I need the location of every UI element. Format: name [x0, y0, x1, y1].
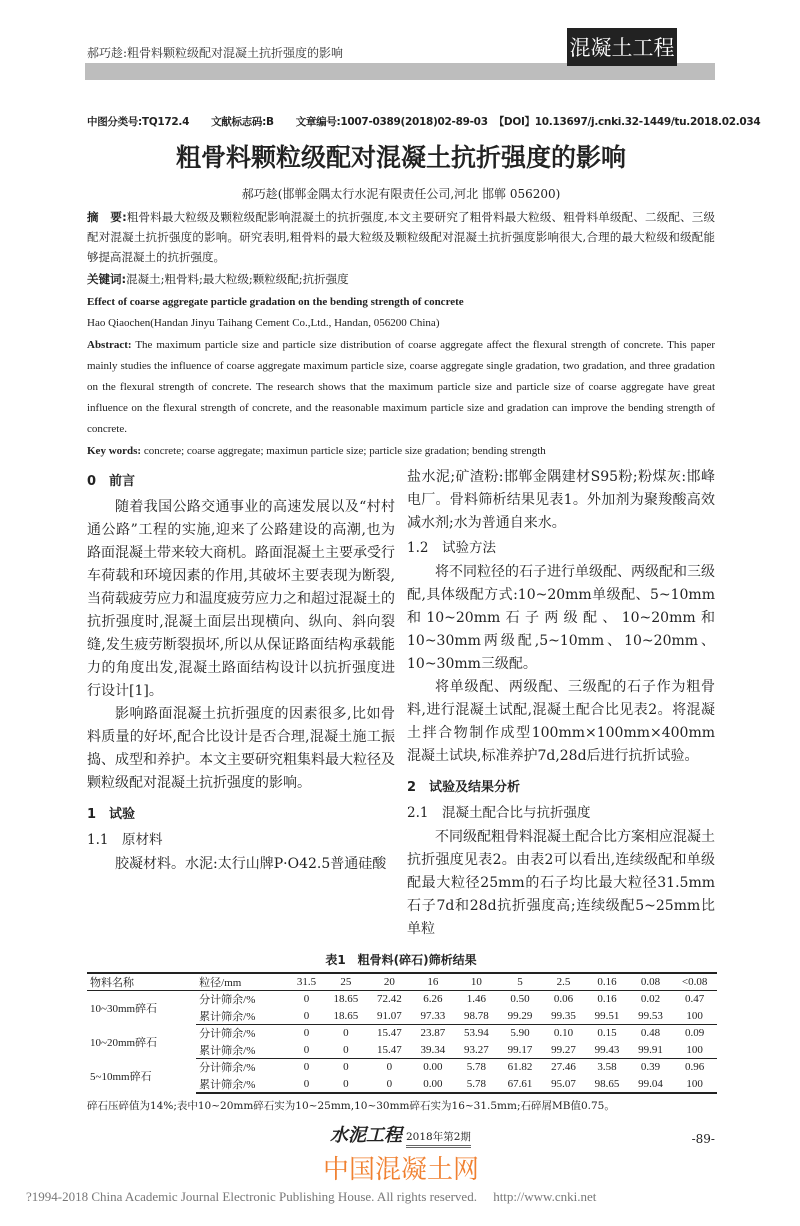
table-cell: 累计筛余/% — [196, 1076, 289, 1093]
column-header: <0.08 — [672, 973, 717, 991]
column-header: 5 — [498, 973, 542, 991]
table-cell: 39.34 — [411, 1042, 455, 1059]
right-column — [407, 466, 715, 941]
english-keywords — [87, 442, 715, 460]
sieve-table — [87, 972, 717, 1094]
table-cell: 0 — [303, 993, 310, 1006]
keywords-label: 关键词: — [87, 272, 127, 286]
table-cell: 0.16 — [597, 993, 617, 1006]
doi: 【DOI】10.13697/j.cnki.32-1449/tu.2018.02.034 — [493, 116, 761, 128]
table-cell: 0 — [289, 1008, 324, 1025]
table-cell: 0 — [289, 1076, 324, 1093]
table-cell: 91.07 — [368, 1008, 412, 1025]
material-name: 10~20mm碎石 — [90, 1036, 158, 1049]
table-cell: 27.46 — [551, 1061, 576, 1074]
table-cell: 100 — [672, 1008, 717, 1025]
table-cell: 99.27 — [542, 1042, 586, 1059]
keywords — [87, 269, 715, 289]
english-abstract-text: The maximum particle size and particle size distribution of coarse aggregate affect the flexural strength of concrete. This paper mainly studies the influence of coarse aggregate maximum particle size, coarse aggregate single gradation, two gradation, and three gradation on the flexural strength of concrete. The research shows that the maximum particle size and particle size of coarse aggregate have great influence on the flexural strength of concrete, and the reasonable maximum particle size and gradation can improve the bending strength of concrete. — [87, 339, 715, 435]
table-cell: 0 — [324, 1076, 368, 1093]
clc-number: 中图分类号:TQ172.4 — [87, 116, 190, 128]
english-author: Hao Qiaochen(Handan Jinyu Taihang Cement Co.,Ltd., Handan, 056200 China) — [87, 317, 440, 329]
body-columns — [87, 466, 715, 941]
table-cell: 0 — [289, 1042, 324, 1059]
doc-code: 文献标志码:B — [211, 116, 274, 128]
section-heading: 1 试验 — [87, 807, 136, 822]
table-cell: 0.39 — [640, 1061, 661, 1074]
table-cell: 15.47 — [368, 1042, 412, 1059]
table-cell: 99.29 — [498, 1008, 542, 1025]
issue: 2018年第2期 — [406, 1129, 471, 1148]
section-badge: 混凝土工程 — [567, 28, 677, 66]
table-cell: 98.65 — [585, 1076, 629, 1093]
section-heading: 2 试验及结果分析 — [407, 780, 521, 795]
table-cell: 0 — [368, 1076, 412, 1093]
table-cell: 5.78 — [455, 1076, 499, 1093]
paragraph: 将不同粒径的石子进行单级配、两级配和三级配,具体级配方式:10~20mm单级配、5~10mm和10~20mm石子两级配、10~20mm和10~30mm两级配,5~10mm、10~20mm、10~30mm三级配。 — [407, 564, 715, 672]
paragraph: 影响路面混凝土抗折强度的因素很多,比如骨料质量的好坏,配合比设计是否合理,混凝土施工振捣、成型和养护。本文主要研究粗集料最大粒径及颗粒级配对混凝土抗折强度的影响。 — [87, 706, 395, 791]
page-number: -89- — [691, 1131, 715, 1146]
table-cell: 0 — [343, 1027, 349, 1040]
table-row — [87, 1059, 717, 1076]
table-cell: 0.10 — [553, 1027, 574, 1040]
table-cell: 100 — [672, 1042, 717, 1059]
table-cell: 6.26 — [423, 993, 443, 1006]
table-cell: 分计筛余/% — [199, 994, 256, 1007]
watermark: 中国混凝土网 — [322, 1154, 479, 1185]
table-cell: 0.06 — [553, 993, 574, 1006]
table-cell: 分计筛余/% — [199, 1062, 256, 1075]
paragraph: 盐水泥;矿渣粉:邯郸金隅建材S95粉;粉煤灰:邯峰电厂。骨料筛析结果见表1。外加剂为聚羧酸高效减水剂;水为普通自来水。 — [407, 469, 715, 531]
english-title: Effect of coarse aggregate particle gradation on the bending strength of concrete — [87, 296, 464, 308]
table-cell: 分计筛余/% — [199, 1028, 256, 1041]
table-cell: 15.47 — [376, 1027, 402, 1040]
table-cell: 99.35 — [542, 1008, 586, 1025]
table-cell: 95.07 — [542, 1076, 586, 1093]
column-header: 0.08 — [629, 973, 673, 991]
table-cell: 18.65 — [324, 1008, 368, 1025]
author: 郝巧趁(邯郸金隅太行水泥有限责任公司,河北 邯郸 056200) — [241, 187, 561, 201]
material-name: 5~10mm碎石 — [90, 1070, 152, 1083]
table-cell: 0 — [303, 1027, 310, 1040]
table-cell: 98.78 — [455, 1008, 499, 1025]
subsection-heading: 1.1 原材料 — [87, 832, 163, 848]
table-cell: 99.53 — [629, 1008, 673, 1025]
table-row — [87, 1025, 717, 1042]
table-header-row — [87, 973, 717, 991]
table-cell: 0 — [303, 1061, 310, 1074]
column-header: 2.5 — [542, 973, 586, 991]
left-column — [87, 466, 395, 941]
article-meta — [87, 114, 761, 129]
keywords-text: 混凝土;粗骨料;最大粒级;颗粒级配;抗折强度 — [126, 272, 349, 286]
table-cell: 累计筛余/% — [196, 1042, 289, 1059]
page-footer — [87, 1122, 715, 1148]
column-header: 31.5 — [289, 973, 324, 991]
abstract — [87, 207, 715, 267]
table-caption: 表1 粗骨料(碎石)筛析结果 — [325, 953, 477, 967]
table-cell: 0.00 — [411, 1076, 455, 1093]
running-title: 郝巧趁:粗骨料颗粒级配对混凝土抗折强度的影响 — [87, 46, 344, 60]
article-number: 文章编号:1007-0389(2018)02-89-03 — [295, 116, 488, 128]
table-cell: 5.78 — [466, 1061, 487, 1074]
column-header: 粒径/mm — [196, 973, 289, 991]
english-abstract-label: Abstract: — [87, 339, 132, 351]
table-cell: 72.42 — [376, 993, 402, 1006]
page-header — [87, 0, 715, 100]
section-heading: 0 前言 — [87, 474, 136, 489]
table-cell: 0.50 — [510, 993, 530, 1006]
table-cell: 0 — [343, 1061, 349, 1074]
column-header: 20 — [368, 973, 412, 991]
abstract-label: 摘 要: — [87, 210, 127, 224]
english-abstract — [87, 335, 715, 440]
table-cell: 99.91 — [629, 1042, 673, 1059]
column-header: 物料名称 — [87, 973, 196, 991]
table-cell: 1.46 — [466, 993, 487, 1006]
column-header: 10 — [455, 973, 499, 991]
table-cell: 100 — [672, 1076, 717, 1093]
table-cell: 97.33 — [411, 1008, 455, 1025]
table-cell: 0.96 — [685, 1061, 705, 1074]
table-note: 碎石压碎值为14%;表中10~20mm碎石实为10~25mm,10~30mm碎石实为16~31.5mm;石碎屑MB值0.75。 — [87, 1099, 615, 1112]
table-cell: 0.09 — [685, 1027, 705, 1040]
english-keywords-text: concrete; coarse aggregate; maximun particle size; particle size gradation; bending strength — [143, 445, 546, 457]
table-cell: 0.00 — [423, 1061, 443, 1074]
table-cell: 18.65 — [333, 993, 359, 1006]
table-cell: 0.02 — [640, 993, 661, 1006]
table-cell: 0.15 — [597, 1027, 617, 1040]
paragraph: 将单级配、两级配、三级配的石子作为粗骨料,进行混凝土试配,混凝土配合比见表2。将混凝土拌合物制作成型100mm×100mm×400mm混凝土试块,标准养护7d,28d后进行抗折试验。 — [407, 679, 715, 764]
table-cell: 0.47 — [685, 993, 705, 1006]
english-keywords-label: Key words: — [87, 445, 142, 457]
table-cell: 0 — [324, 1042, 368, 1059]
table-cell: 99.51 — [585, 1008, 629, 1025]
journal-logo: 水泥工程 — [330, 1124, 402, 1146]
table-cell: 23.87 — [420, 1027, 446, 1040]
table-cell: 67.61 — [498, 1076, 542, 1093]
table-cell: 99.04 — [629, 1076, 673, 1093]
table-cell: 99.17 — [498, 1042, 542, 1059]
table-cell: 0 — [386, 1061, 393, 1074]
table-cell: 93.27 — [455, 1042, 499, 1059]
paragraph: 不同级配粗骨料混凝土配合比方案相应混凝土抗折强度见表2。由表2可以看出,连续级配和单级配最大粒径25mm的石子均比最大粒径31.5mm石子7d和28d抗折强度高;连续级配5~25mm比单粒 — [407, 829, 715, 937]
table-cell: 3.58 — [597, 1061, 617, 1074]
subsection-heading: 2.1 混凝土配合比与抗折强度 — [407, 805, 591, 821]
subsection-heading: 1.2 试验方法 — [407, 540, 496, 556]
table-cell: 0.48 — [640, 1027, 661, 1040]
column-header: 25 — [324, 973, 368, 991]
paragraph: 随着我国公路交通事业的高速发展以及“村村通公路”工程的实施,迎来了公路建设的高潮,也为路面混凝土带来较大商机。路面混凝土主要承受行车荷载和环境因素的作用,其破坏主要表现为断裂,当荷载疲劳应力和温度疲劳应力之和超过混凝土的抗折强度时,混凝土面层出现横向、纵向、斜向裂缝,发生疲劳断裂损坏,所以从保证路面结构承载能力的角度出发,混凝土路面结构设计以抗折强度进行设计[1]。 — [87, 499, 395, 699]
abstract-text: 粗骨料最大粒级及颗粒级配影响混凝土的抗折强度,本文主要研究了粗骨料最大粒级、粗骨料单级配、二级配、三级配对混凝土抗折强度的影响。研究表明,粗骨料的最大粒级及颗粒级配对混凝土抗折强度影响很大,合理的最大粒级和级配能够提高混凝土的抗折强度。 — [87, 210, 715, 264]
table-cell: 61.82 — [507, 1061, 533, 1074]
table-cell: 累计筛余/% — [196, 1008, 289, 1025]
table-cell: 5.90 — [510, 1027, 530, 1040]
material-name: 10~30mm碎石 — [90, 1002, 158, 1015]
paragraph: 胶凝材料。水泥:太行山牌P·O42.5普通硅酸 — [115, 856, 387, 872]
page-title: 粗骨料颗粒级配对混凝土抗折强度的影响 — [175, 143, 626, 172]
table-cell: 53.94 — [464, 1027, 489, 1040]
table-cell: 99.43 — [585, 1042, 629, 1059]
column-header: 0.16 — [585, 973, 629, 991]
table-row — [87, 991, 717, 1008]
copyright: ?1994-2018 China Academic Journal Electronic Publishing House. All rights reserved. http://www.cnki.net — [26, 1188, 597, 1204]
column-header: 16 — [411, 973, 455, 991]
